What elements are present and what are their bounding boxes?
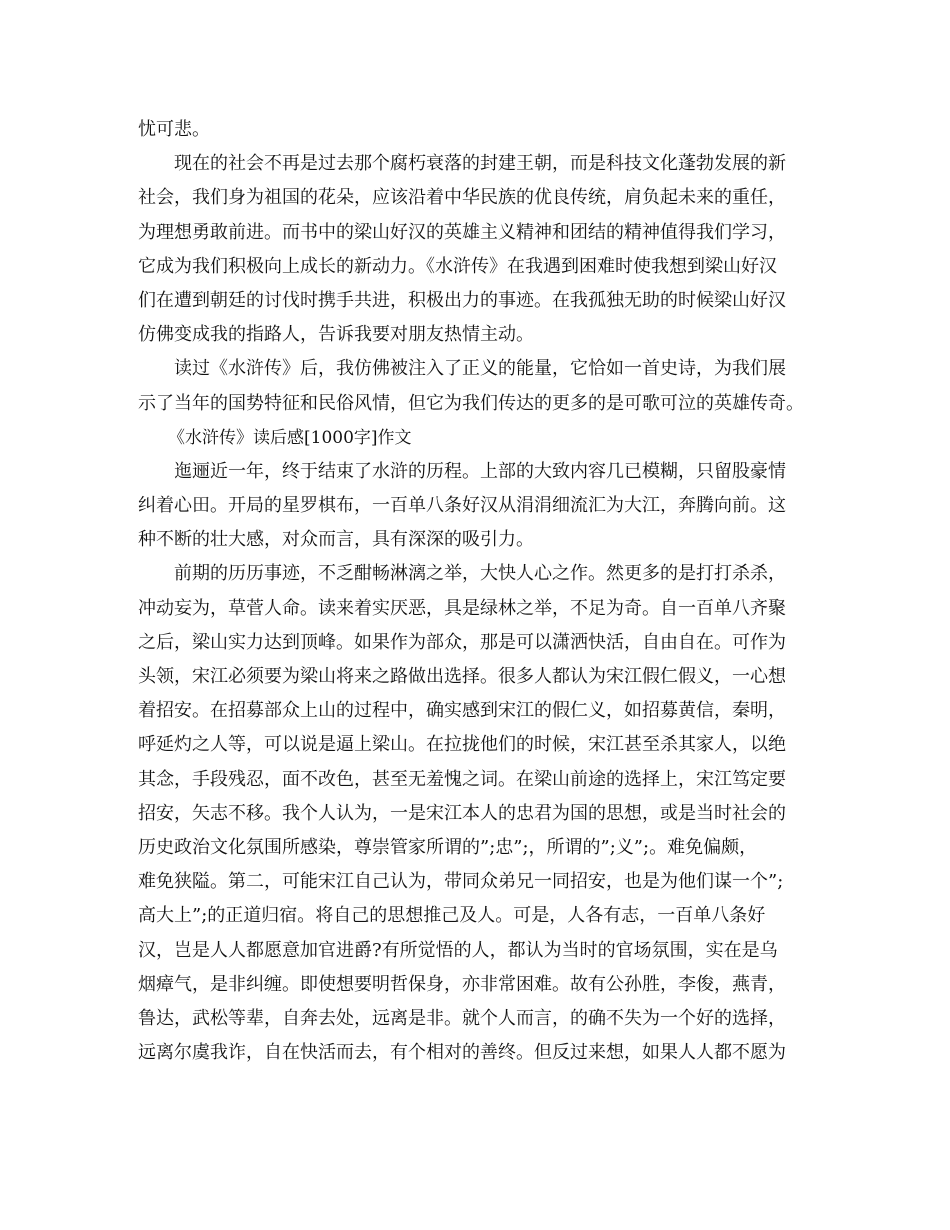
- text-line: 招安，矢志不移。我个人认为，一是宋江本人的忠君为国的思想，或是当时社会的: [138, 802, 786, 824]
- text-line: 种不断的壮大感，对众而言，具有深深的吸引力。: [138, 529, 534, 551]
- text-line: 高大上”;的正道归宿。将自己的思想推己及人。可是，人各有志，一百单八条好: [138, 905, 766, 927]
- text-line: 它成为我们积极向上成长的新动力。《水浒传》在我遇到困难时使我想到梁山好汉: [138, 255, 777, 277]
- text-line: 现在的社会不再是过去那个腐朽衰落的封建王朝，而是科技文化蓬勃发展的新: [174, 153, 786, 175]
- text-line: 头领，宋江必须要为梁山将来之路做出选择。很多人都认为宋江假仁假义，一心想: [138, 666, 786, 687]
- text-line: 前期的历历事迹，不乏酣畅淋漓之举，大快人心之作。然更多的是打打杀杀，: [174, 563, 786, 585]
- text-line: 难免狭隘。第二，可能宋江自己认为，带同众弟兄一同招安，也是为他们谋一个”;: [138, 871, 784, 893]
- text-line: 鲁达，武松等辈，自奔去处，远离是非。就个人而言，的确不失为一个好的选择，: [138, 1007, 786, 1029]
- text-line: 仿佛变成我的指路人，告诉我要对朋友热情主动。: [138, 324, 534, 346]
- text-line: 远离尔虞我诈，自在快活而去，有个相对的善终。但反过来想，如果人人都不愿为: [138, 1042, 786, 1064]
- text-line: 呼延灼之人等，可以说是逼上梁山。在拉拢他们的时候，宋江甚至杀其家人，以绝: [138, 734, 786, 756]
- text-line: 历史政治文化氛围所感染，尊崇管家所谓的”;忠”;，所谓的”;义”;。难免偏颇，: [138, 836, 758, 858]
- text-line: 们在遭到朝廷的讨伐时携手共进，积极出力的事迹。在我孤独无助的时候梁山好汉: [138, 289, 786, 311]
- text-line: 示了当年的国势特征和民俗风情，但它为我们传达的更多的是可歌可泣的英雄传奇。: [138, 392, 804, 414]
- text-line: 纠着心田。开局的星罗棋布，一百单八条好汉从涓涓细流汇为大江，奔腾向前。这: [138, 495, 786, 517]
- text-line: 其念，手段残忍，面不改色，甚至无羞愧之词。在梁山前途的选择上，宋江笃定要: [138, 768, 786, 790]
- text-line: 忧可悲。: [138, 119, 210, 140]
- text-line: 汉，岂是人人都愿意加官进爵?有所觉悟的人，都认为当时的官场氛围，实在是乌: [138, 939, 778, 961]
- document-body: [138, 113, 828, 1070]
- text-line: 之后，梁山实力达到顶峰。如果作为部众，那是可以潇洒快活，自由自在。可作为: [138, 631, 786, 653]
- text-line: 迤逦近一年，终于结束了水浒的历程。上部的大致内容几已模糊，只留股豪情: [174, 460, 786, 482]
- text-line: 烟瘴气，是非纠缠。即使想要明哲保身，亦非常困难。故有公孙胜，李俊，燕青，: [138, 973, 786, 995]
- text-line: 读过《水浒传》后，我仿佛被注入了正义的能量，它恰如一首史诗，为我们展: [174, 358, 786, 380]
- text-line: 为理想勇敢前进。而书中的梁山好汉的英雄主义精神和团结的精神值得我们学习，: [138, 221, 786, 243]
- text-line: 着招安。在招募部众上山的过程中，确实感到宋江的假仁义，如招募黄信，秦明，: [138, 700, 786, 722]
- text-line: 冲动妄为，草菅人命。读来着实厌恶，具是绿林之举，不足为奇。自一百单八齐聚: [138, 597, 786, 619]
- section-title: 《水浒传》读后感[1000字]作文: [168, 427, 412, 448]
- text-line: 社会，我们身为祖国的花朵，应该沿着中华民族的优良传统，肩负起未来的重任，: [138, 187, 786, 209]
